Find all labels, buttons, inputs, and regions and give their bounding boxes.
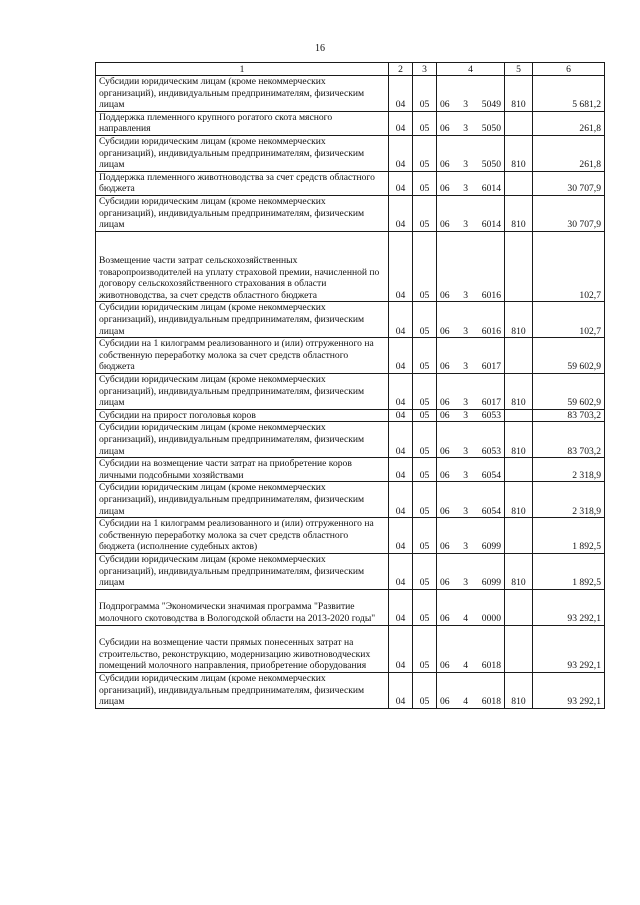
section-code: 04 bbox=[389, 422, 413, 458]
target-article-direction: 6099 bbox=[481, 541, 501, 553]
expense-type-code bbox=[505, 409, 533, 422]
header-col-5: 5 bbox=[505, 63, 533, 76]
subsection-code: 05 bbox=[413, 111, 437, 135]
table-row bbox=[96, 518, 605, 554]
amount: 2 318,9 bbox=[533, 458, 605, 482]
target-article-direction: 6054 bbox=[481, 505, 501, 517]
subsection-code: 05 bbox=[413, 373, 437, 409]
table-row bbox=[96, 422, 605, 458]
expense-name: Субсидии на 1 килограмм реализованного и (или) отгруженного на собственную переработку молока за счет средств областного бюджета bbox=[96, 338, 389, 374]
target-article-program: 06 bbox=[440, 409, 450, 421]
subsection-code: 05 bbox=[413, 76, 437, 112]
section-code: 04 bbox=[389, 458, 413, 482]
target-article-subprogram: 3 bbox=[463, 289, 469, 301]
target-article-direction: 6016 bbox=[481, 325, 501, 337]
target-article-subprogram: 3 bbox=[463, 219, 469, 231]
target-article-subprogram: 3 bbox=[463, 159, 469, 171]
subsection-code: 05 bbox=[413, 672, 437, 708]
target-article-direction: 6018 bbox=[481, 660, 501, 672]
target-article-direction: 5050 bbox=[481, 123, 501, 135]
subsection-code: 05 bbox=[413, 135, 437, 171]
target-article-code bbox=[437, 589, 505, 625]
section-code: 04 bbox=[389, 672, 413, 708]
amount: 30 707,9 bbox=[533, 195, 605, 231]
expense-name: Субсидии юридическим лицам (кроме некоммерческих организаций), индивидуальным предпринимателям, физическим лицам bbox=[96, 422, 389, 458]
target-article-code bbox=[437, 76, 505, 112]
table-row bbox=[96, 302, 605, 338]
target-article-subprogram: 3 bbox=[463, 409, 469, 421]
target-article-program: 06 bbox=[440, 612, 450, 624]
target-article-program: 06 bbox=[440, 219, 450, 231]
section-code: 04 bbox=[389, 409, 413, 422]
expense-name: Субсидии юридическим лицам (кроме некоммерческих организаций), индивидуальным предпринимателям, физическим лицам bbox=[96, 195, 389, 231]
subsection-code: 05 bbox=[413, 231, 437, 302]
amount: 83 703,2 bbox=[533, 409, 605, 422]
target-article-direction: 6054 bbox=[481, 469, 501, 481]
section-code: 04 bbox=[389, 553, 413, 589]
target-article-subprogram: 3 bbox=[463, 577, 469, 589]
header-row bbox=[96, 63, 605, 76]
target-article-direction: 6099 bbox=[481, 577, 501, 589]
section-code: 04 bbox=[389, 195, 413, 231]
target-article-subprogram: 3 bbox=[463, 541, 469, 553]
expense-type-code bbox=[505, 458, 533, 482]
subsection-code: 05 bbox=[413, 409, 437, 422]
target-article-subprogram: 3 bbox=[463, 325, 469, 337]
target-article-direction: 0000 bbox=[481, 612, 501, 624]
amount: 261,8 bbox=[533, 111, 605, 135]
subsection-code: 05 bbox=[413, 302, 437, 338]
table-row bbox=[96, 625, 605, 672]
target-article-code bbox=[437, 672, 505, 708]
expense-name: Субсидии юридическим лицам (кроме некоммерческих организаций), индивидуальным предпринимателям, физическим лицам bbox=[96, 135, 389, 171]
header-col-6: 6 bbox=[533, 63, 605, 76]
budget-table bbox=[95, 62, 605, 709]
target-article-code bbox=[437, 338, 505, 374]
section-code: 04 bbox=[389, 373, 413, 409]
target-article-program: 06 bbox=[440, 445, 450, 457]
target-article-direction: 6014 bbox=[481, 183, 501, 195]
amount: 261,8 bbox=[533, 135, 605, 171]
target-article-program: 06 bbox=[440, 123, 450, 135]
expense-type-code: 810 bbox=[505, 422, 533, 458]
expense-name: Поддержка племенного животноводства за счет средств областного бюджета bbox=[96, 171, 389, 195]
subsection-code: 05 bbox=[413, 338, 437, 374]
target-article-code bbox=[437, 409, 505, 422]
target-article-program: 06 bbox=[440, 325, 450, 337]
budget-table-body bbox=[96, 76, 605, 709]
expense-name: Субсидии на прирост поголовья коров bbox=[96, 409, 389, 422]
target-article-program: 06 bbox=[440, 99, 450, 111]
table-row bbox=[96, 553, 605, 589]
amount: 59 602,9 bbox=[533, 373, 605, 409]
target-article-direction: 5049 bbox=[481, 99, 501, 111]
table-row bbox=[96, 111, 605, 135]
target-article-subprogram: 3 bbox=[463, 361, 469, 373]
target-article-code bbox=[437, 553, 505, 589]
target-article-subprogram: 3 bbox=[463, 397, 469, 409]
expense-name: Субсидии юридическим лицам (кроме некоммерческих организаций), индивидуальным предпринимателям, физическим лицам bbox=[96, 76, 389, 112]
expense-name: Поддержка племенного крупного рогатого скота мясного направления bbox=[96, 111, 389, 135]
subsection-code: 05 bbox=[413, 422, 437, 458]
expense-name: Субсидии на 1 килограмм реализованного и (или) отгруженного на собственную переработку молока за счет средств областного бюджета (исполнение судебных актов) bbox=[96, 518, 389, 554]
amount: 93 292,1 bbox=[533, 672, 605, 708]
table-row bbox=[96, 589, 605, 625]
target-article-program: 06 bbox=[440, 505, 450, 517]
expense-type-code bbox=[505, 625, 533, 672]
target-article-subprogram: 3 bbox=[463, 445, 469, 457]
target-article-code bbox=[437, 373, 505, 409]
target-article-program: 06 bbox=[440, 541, 450, 553]
expense-type-code bbox=[505, 338, 533, 374]
expense-name: Субсидии юридическим лицам (кроме некоммерческих организаций), индивидуальным предпринимателям, физическим лицам bbox=[96, 482, 389, 518]
expense-type-code: 810 bbox=[505, 482, 533, 518]
target-article-subprogram: 4 bbox=[463, 696, 469, 708]
table-row bbox=[96, 458, 605, 482]
section-code: 04 bbox=[389, 231, 413, 302]
target-article-code bbox=[437, 302, 505, 338]
expense-type-code: 810 bbox=[505, 195, 533, 231]
expense-type-code bbox=[505, 231, 533, 302]
target-article-direction: 5050 bbox=[481, 159, 501, 171]
expense-type-code: 810 bbox=[505, 373, 533, 409]
amount: 1 892,5 bbox=[533, 553, 605, 589]
table-row bbox=[96, 231, 605, 302]
amount: 102,7 bbox=[533, 302, 605, 338]
expense-type-code bbox=[505, 518, 533, 554]
subsection-code: 05 bbox=[413, 518, 437, 554]
target-article-direction: 6017 bbox=[481, 397, 501, 409]
target-article-code bbox=[437, 422, 505, 458]
table-row bbox=[96, 171, 605, 195]
table-row bbox=[96, 338, 605, 374]
table-row bbox=[96, 672, 605, 708]
section-code: 04 bbox=[389, 76, 413, 112]
section-code: 04 bbox=[389, 338, 413, 374]
expense-type-code: 810 bbox=[505, 302, 533, 338]
target-article-code bbox=[437, 195, 505, 231]
header-col-2: 2 bbox=[389, 63, 413, 76]
header-col-1: 1 bbox=[96, 63, 389, 76]
target-article-direction: 6018 bbox=[481, 696, 501, 708]
target-article-code bbox=[437, 231, 505, 302]
target-article-subprogram: 3 bbox=[463, 469, 469, 481]
subsection-code: 05 bbox=[413, 195, 437, 231]
section-code: 04 bbox=[389, 302, 413, 338]
subsection-code: 05 bbox=[413, 625, 437, 672]
target-article-subprogram: 3 bbox=[463, 183, 469, 195]
expense-type-code bbox=[505, 589, 533, 625]
target-article-subprogram: 3 bbox=[463, 123, 469, 135]
section-code: 04 bbox=[389, 111, 413, 135]
amount: 2 318,9 bbox=[533, 482, 605, 518]
header-col-3: 3 bbox=[413, 63, 437, 76]
target-article-program: 06 bbox=[440, 159, 450, 171]
expense-name: Субсидии юридическим лицам (кроме некоммерческих организаций), индивидуальным предпринимателям, физическим лицам bbox=[96, 553, 389, 589]
expense-type-code bbox=[505, 171, 533, 195]
target-article-direction: 6053 bbox=[481, 445, 501, 457]
amount: 102,7 bbox=[533, 231, 605, 302]
expense-type-code: 810 bbox=[505, 76, 533, 112]
section-code: 04 bbox=[389, 171, 413, 195]
amount: 5 681,2 bbox=[533, 76, 605, 112]
header-col-4: 4 bbox=[437, 63, 505, 76]
table-row bbox=[96, 195, 605, 231]
target-article-subprogram: 4 bbox=[463, 660, 469, 672]
amount: 93 292,1 bbox=[533, 589, 605, 625]
target-article-direction: 6016 bbox=[481, 289, 501, 301]
target-article-program: 06 bbox=[440, 469, 450, 481]
amount: 59 602,9 bbox=[533, 338, 605, 374]
amount: 93 292,1 bbox=[533, 625, 605, 672]
expense-type-code: 810 bbox=[505, 135, 533, 171]
target-article-program: 06 bbox=[440, 577, 450, 589]
target-article-program: 06 bbox=[440, 660, 450, 672]
subsection-code: 05 bbox=[413, 458, 437, 482]
table-row bbox=[96, 76, 605, 112]
target-article-code bbox=[437, 171, 505, 195]
expense-type-code: 810 bbox=[505, 553, 533, 589]
target-article-code bbox=[437, 625, 505, 672]
expense-name: Субсидии юридическим лицам (кроме некоммерческих организаций), индивидуальным предпринимателям, физическим лицам bbox=[96, 672, 389, 708]
table-row bbox=[96, 135, 605, 171]
target-article-program: 06 bbox=[440, 289, 450, 301]
target-article-code bbox=[437, 135, 505, 171]
expense-name: Субсидии юридическим лицам (кроме некоммерческих организаций), индивидуальным предпринимателям, физическим лицам bbox=[96, 302, 389, 338]
section-code: 04 bbox=[389, 625, 413, 672]
target-article-direction: 6017 bbox=[481, 361, 501, 373]
target-article-code bbox=[437, 111, 505, 135]
section-code: 04 bbox=[389, 482, 413, 518]
table-row bbox=[96, 409, 605, 422]
target-article-subprogram: 3 bbox=[463, 505, 469, 517]
expense-name: Субсидии юридическим лицам (кроме некоммерческих организаций), индивидуальным предпринимателям, физическим лицам bbox=[96, 373, 389, 409]
section-code: 04 bbox=[389, 135, 413, 171]
expense-name: Субсидии на возмещение части прямых понесенных затрат на строительство, реконструкцию, модернизацию животноводческих помещений молочного направления, приобретение оборудования bbox=[96, 625, 389, 672]
section-code: 04 bbox=[389, 518, 413, 554]
table-row bbox=[96, 482, 605, 518]
page-number: 16 bbox=[315, 43, 325, 54]
amount: 1 892,5 bbox=[533, 518, 605, 554]
target-article-code bbox=[437, 482, 505, 518]
target-article-code bbox=[437, 458, 505, 482]
amount: 30 707,9 bbox=[533, 171, 605, 195]
section-code: 04 bbox=[389, 589, 413, 625]
target-article-direction: 6014 bbox=[481, 219, 501, 231]
target-article-subprogram: 3 bbox=[463, 99, 469, 111]
subsection-code: 05 bbox=[413, 589, 437, 625]
target-article-code bbox=[437, 518, 505, 554]
amount: 83 703,2 bbox=[533, 422, 605, 458]
expense-type-code: 810 bbox=[505, 672, 533, 708]
target-article-program: 06 bbox=[440, 397, 450, 409]
expense-name: Возмещение части затрат сельскохозяйственных товаропроизводителей на уплату страховой премии, начисленной по договору сельскохозяйственного страхования в области животноводства, за счет средств областного бюджета bbox=[96, 231, 389, 302]
target-article-subprogram: 4 bbox=[463, 612, 469, 624]
target-article-program: 06 bbox=[440, 361, 450, 373]
target-article-program: 06 bbox=[440, 183, 450, 195]
subsection-code: 05 bbox=[413, 553, 437, 589]
expense-type-code bbox=[505, 111, 533, 135]
subsection-code: 05 bbox=[413, 482, 437, 518]
expense-name: Подпрограмма "Экономически значимая программа "Развитие молочного скотоводства в Вологодской области на 2013-2020 годы" bbox=[96, 589, 389, 625]
table-row bbox=[96, 373, 605, 409]
subsection-code: 05 bbox=[413, 171, 437, 195]
target-article-direction: 6053 bbox=[481, 409, 501, 421]
expense-name: Субсидии на возмещение части затрат на приобретение коров личными подсобными хозяйствами bbox=[96, 458, 389, 482]
target-article-program: 06 bbox=[440, 696, 450, 708]
